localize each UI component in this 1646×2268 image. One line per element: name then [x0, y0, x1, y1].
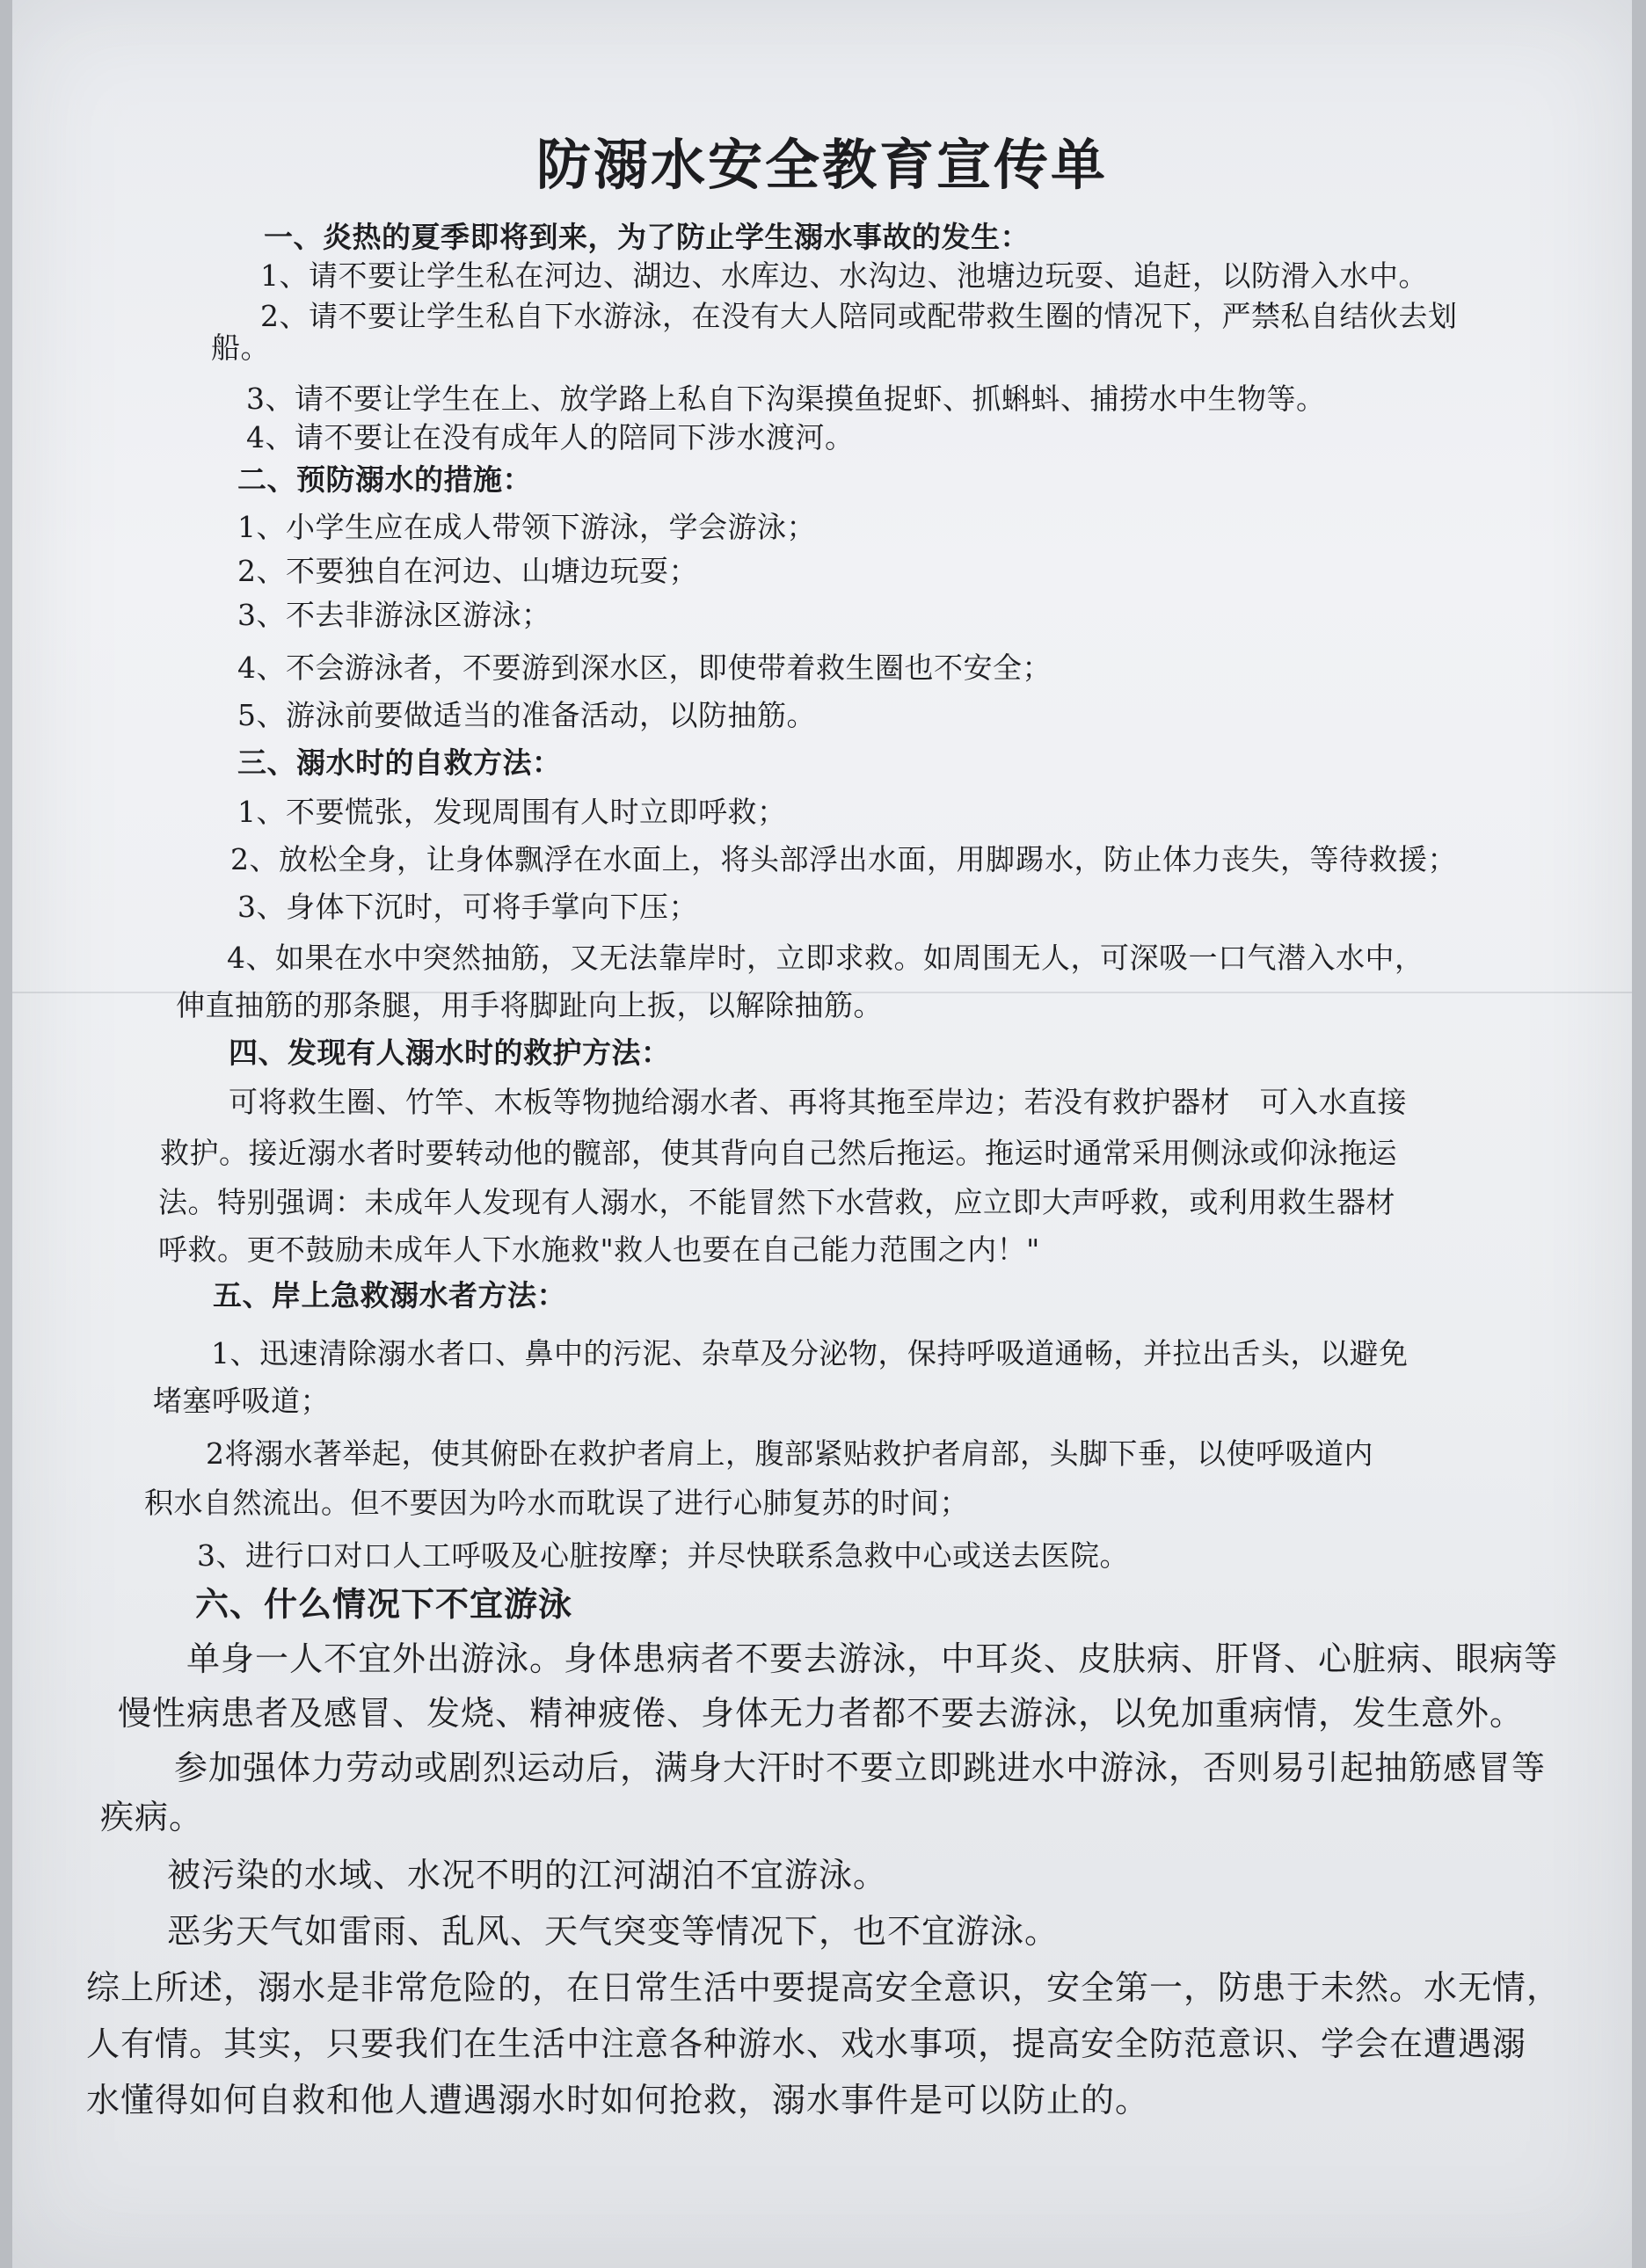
- list-item: 3、请不要让学生在上、放学路上私自下沟渠摸鱼捉虾、抓蝌蚪、捕捞水中生物等。: [246, 382, 1326, 416]
- paragraph-line: 法。特别强调：未成年人发现有人溺水，不能冒然下水营救，应立即大声呼救，或利用救生器材: [158, 1185, 1395, 1219]
- list-item: 1、请不要让学生私在河边、湖边、水库边、水沟边、池塘边玩耍、追赶，以防滑入水中。: [260, 258, 1428, 293]
- paragraph-line: 慢性病患者及感冒、发烧、精神疲倦、身体无力者都不要去游泳，以免加重病情，发生意外。: [118, 1694, 1525, 1733]
- list-item-continuation: 船。: [211, 331, 270, 365]
- paragraph-line: 恶劣天气如雷雨、乱风、天气突变等情况下，也不宜游泳。: [167, 1912, 1060, 1951]
- conclusion-line: 综上所述，溺水是非常危险的，在日常生活中要提高安全意识，安全第一，防患于未然。水无情，: [86, 1968, 1562, 2007]
- list-item: 3、不去非游泳区游泳；: [237, 598, 551, 632]
- list-item: 3、进行口对口人工呼吸及心脏按摩；并尽快联系急救中心或送去医院。: [197, 1538, 1129, 1573]
- conclusion-line: 水懂得如何自救和他人遭遇溺水时如何抢救，溺水事件是可以防止的。: [86, 2081, 1150, 2119]
- list-item-continuation: 堵塞呼吸道；: [153, 1384, 330, 1418]
- list-item-continuation: 积水自然流出。但不要因为吟水而耽误了进行心肺复苏的时间；: [144, 1486, 969, 1520]
- paragraph-line: 救护。接近溺水者时要转动他的髋部，使其背向自己然后拖运。拖运时通常采用侧泳或仰泳拖运: [160, 1136, 1397, 1170]
- paragraph-line: 呼救。更不鼓励未成年人下水施救"救人也要在自己能力范围之内！": [158, 1232, 1040, 1267]
- list-item: 2、不要独自在河边、山塘边玩耍；: [237, 554, 698, 588]
- list-item: 1、不要慌张，发现周围有人时立即呼救；: [237, 795, 787, 829]
- list-item: 4、不会游泳者，不要游到深水区，即使带着救生圈也不安全；: [237, 651, 1052, 685]
- list-item: 1、小学生应在成人带领下游泳，学会游泳；: [237, 510, 816, 544]
- list-item: 4、请不要让在没有成年人的陪同下涉水渡河。: [246, 420, 855, 454]
- document-title: 防溺水安全教育宣传单: [535, 133, 1108, 197]
- paragraph-line: 疾病。: [100, 1798, 204, 1836]
- paragraph-line: 可将救生圈、竹竿、木板等物抛给溺水者、再将其拖至岸边；若没有救护器材 可入水直接: [229, 1085, 1407, 1119]
- paragraph-line: 参加强体力劳动或剧烈运动后，满身大汗时不要立即跳进水中游泳，否则易引起抽筋感冒等: [174, 1748, 1547, 1787]
- list-item: 3、身体下沉时，可将手掌向下压；: [237, 890, 698, 924]
- section-heading: 三、溺水时的自救方法：: [237, 745, 562, 780]
- list-item: 5、游泳前要做适当的准备活动，以防抽筋。: [237, 698, 816, 732]
- flyer-sheet: [12, 0, 1632, 2268]
- paragraph-line: 单身一人不宜外出游泳。身体患病者不要去游泳，中耳炎、皮肤病、肝肾、心脏病、眼病等: [186, 1639, 1559, 1678]
- section-heading: 五、岸上急救溺水者方法：: [213, 1278, 566, 1312]
- section-heading: 四、发现有人溺水时的救护方法：: [229, 1036, 671, 1070]
- section-heading: 二、预防溺水的措施：: [237, 462, 532, 497]
- section-heading: 一、炎热的夏季即将到来，为了防止学生溺水事故的发生：: [264, 220, 1030, 254]
- section-heading: 六、什么情况下不宜游泳: [195, 1584, 573, 1624]
- conclusion-line: 人有情。其实，只要我们在生活中注意各种游水、戏水事项，提高安全防范意识、学会在遭遇溺: [86, 2024, 1527, 2063]
- list-item: 2将溺水著举起，使其俯卧在救护者肩上，腹部紧贴救护者肩部，头脚下垂，以使呼吸道内: [206, 1436, 1373, 1471]
- list-item: 2、放松全身，让身体飘浮在水面上，将头部浮出水面，用脚踢水，防止体力丧失，等待救援；: [230, 842, 1457, 876]
- list-item: 1、迅速清除溺水者口、鼻中的污泥、杂草及分泌物，保持呼吸道通畅，并拉出舌头，以避免: [211, 1336, 1409, 1370]
- list-item: 2、请不要让学生私自下水游泳，在没有大人陪同或配带救生圈的情况下，严禁私自结伙去划: [260, 299, 1458, 333]
- paragraph-line: 被污染的水域、水况不明的江河湖泊不宜游泳。: [167, 1856, 888, 1894]
- list-item-continuation: 伸直抽筋的那条腿，用手将脚趾向上扳，以解除抽筋。: [176, 988, 883, 1022]
- list-item: 4、如果在水中突然抽筋，又无法靠岸时，立即求救。如周围无人，可深吸一口气潜入水中，: [227, 941, 1424, 975]
